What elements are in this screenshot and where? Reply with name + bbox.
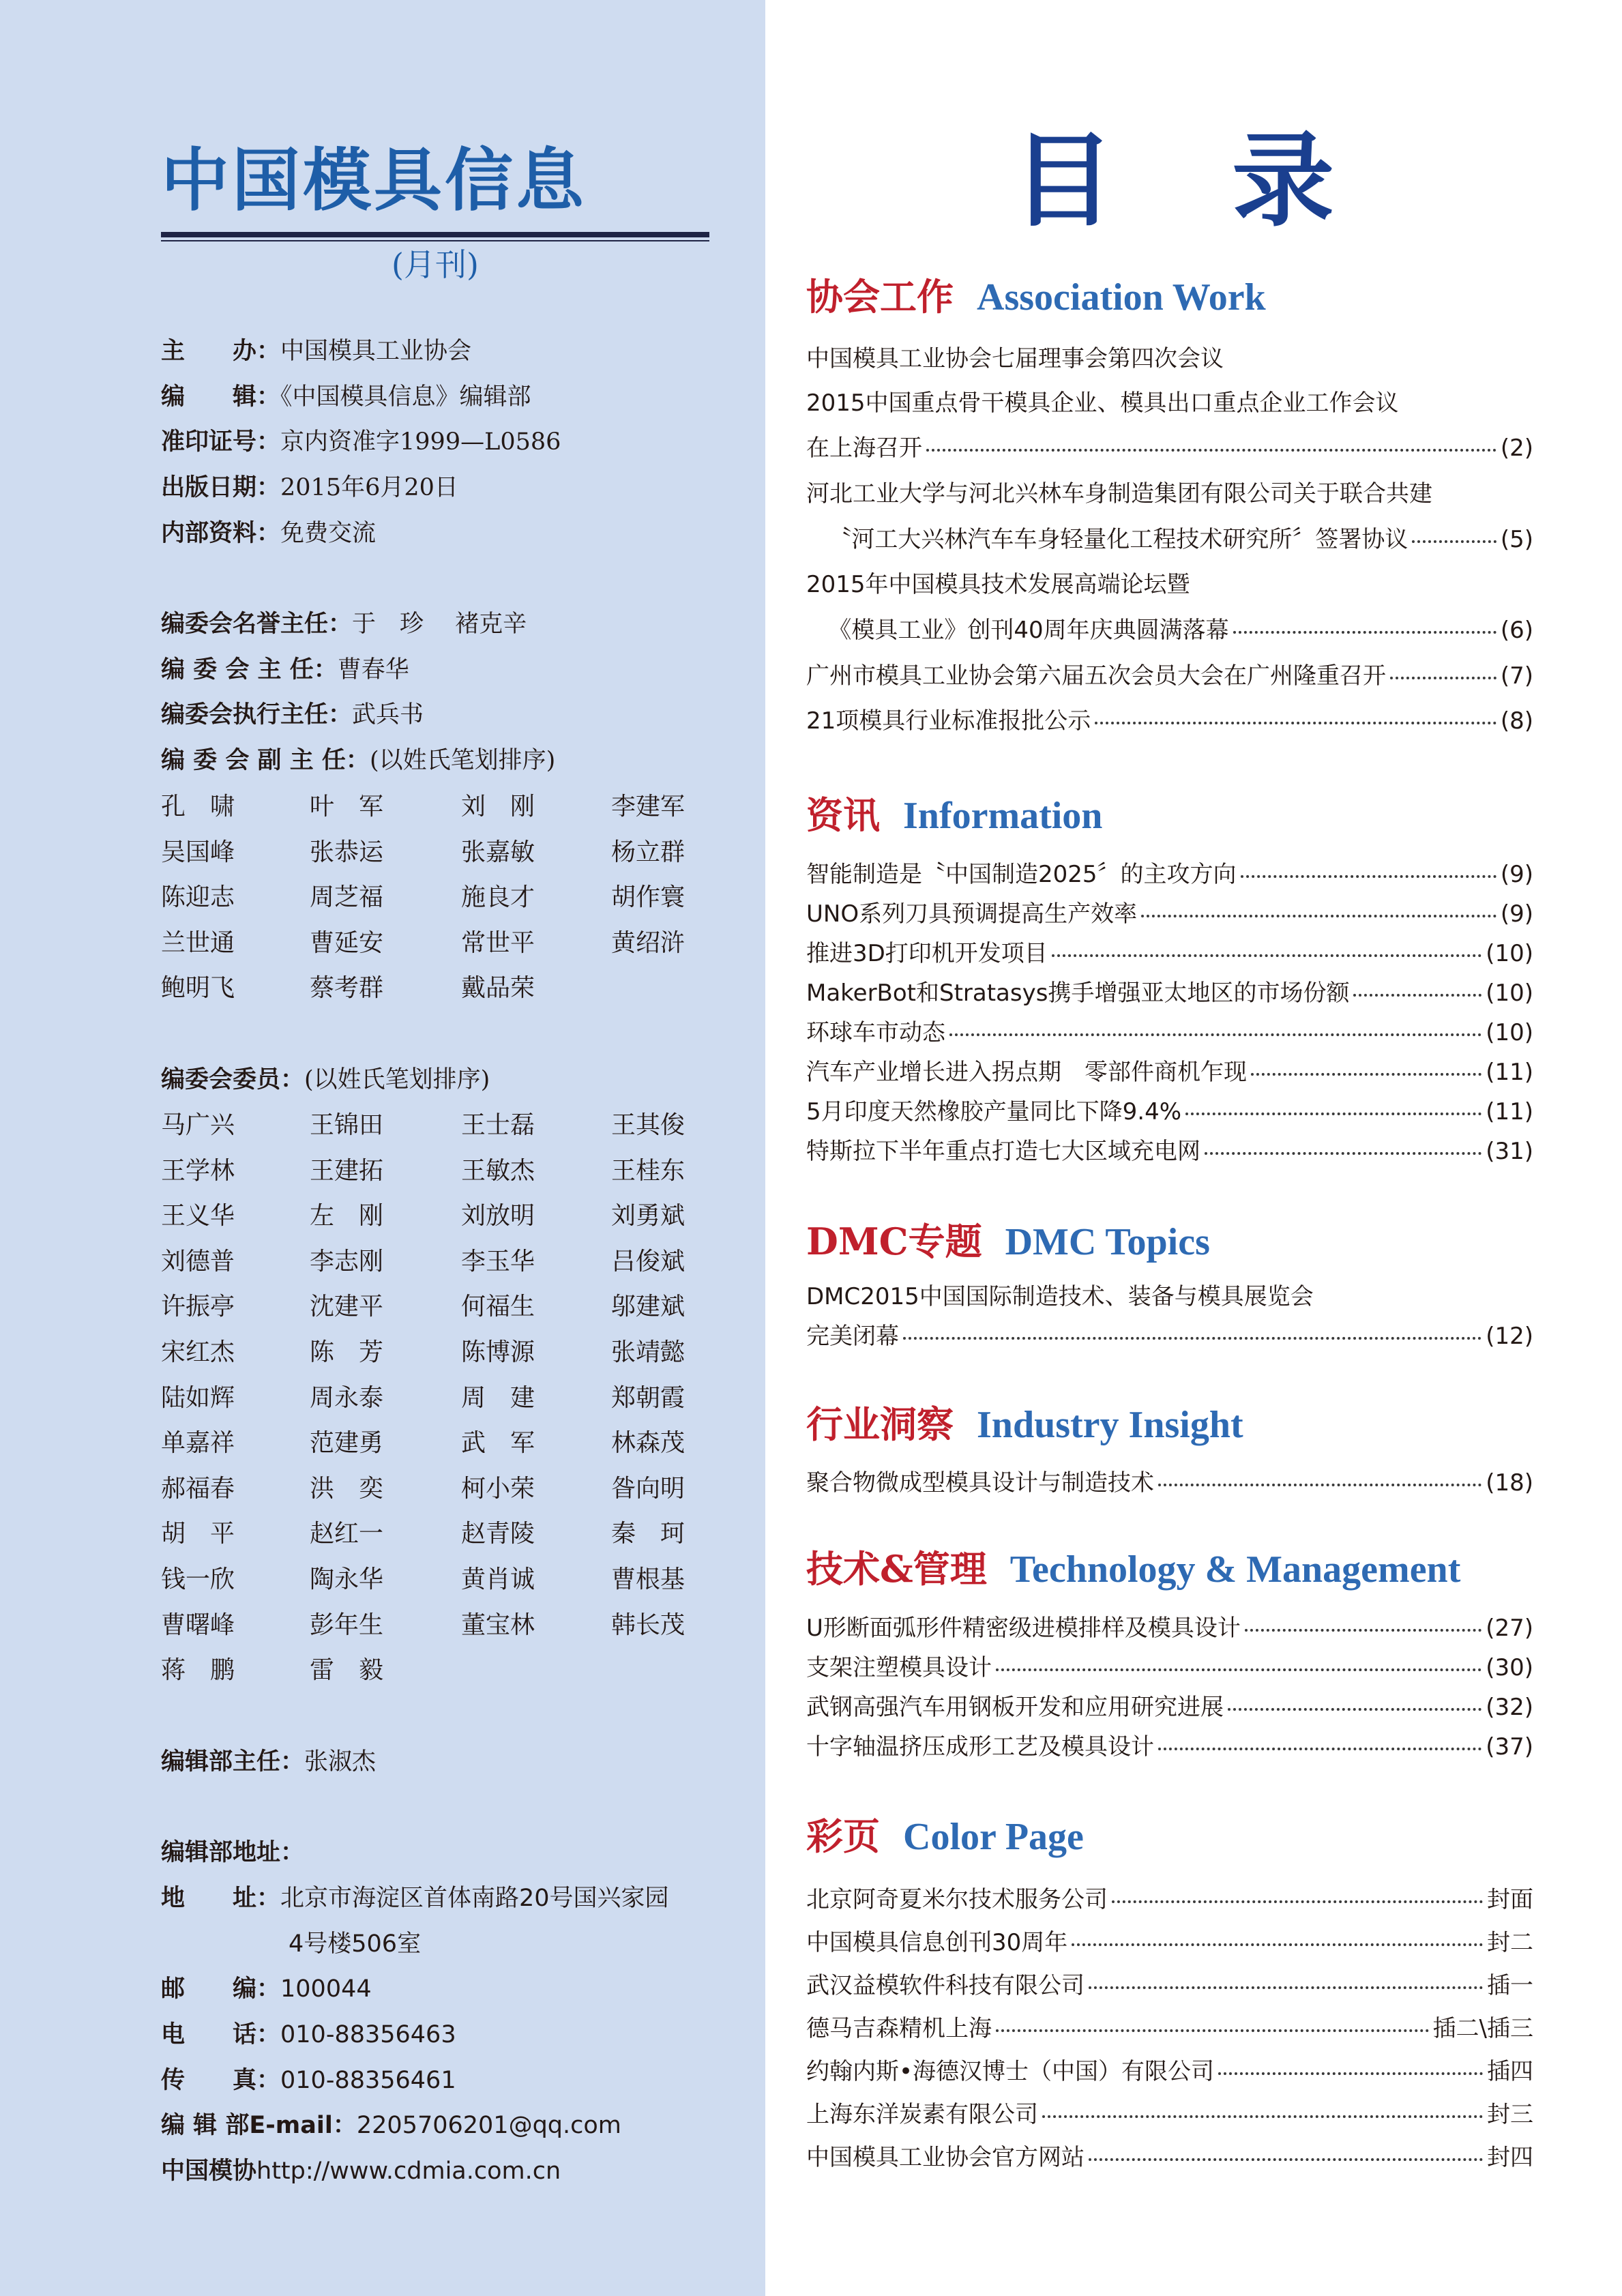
info-value: 中国模具工业协会 <box>280 338 472 365</box>
toc-entry-title: 德马吉森精机上海 <box>806 2015 992 2042</box>
person-name: 洪 奕 <box>310 1474 384 1503</box>
info-value: 2015年6月20日 <box>280 474 458 501</box>
section-title-zh: 资讯 <box>806 793 880 837</box>
members-heading <box>161 1059 490 1100</box>
section-title-en: Information <box>903 795 1103 837</box>
toc-section-heading <box>806 1809 1084 1864</box>
committee-row <box>161 694 424 735</box>
toc-section-heading <box>806 1397 1243 1452</box>
toc-leader-dots <box>1089 2158 1483 2161</box>
toc-leader-dots <box>1218 2072 1483 2075</box>
committee-label: 编 委 会 主 任： <box>161 656 338 683</box>
person-name: 常世平 <box>461 928 535 957</box>
info-value: 京内资准字1999—L0586 <box>280 428 561 456</box>
address-heading: 编辑部地址： <box>161 1839 305 1866</box>
toc-entry-title: 十字轴温挤压成形工艺及模具设计 <box>806 1733 1154 1761</box>
person-name: 王士磊 <box>461 1111 535 1139</box>
toc-entry <box>806 474 1533 514</box>
toc-leader-dots <box>1042 2115 1483 2118</box>
address-value: 100044 <box>280 1975 372 2003</box>
toc-entry <box>806 701 1533 741</box>
info-label: 出版日期： <box>161 474 281 501</box>
toc-page-number: 插一 <box>1487 1972 1533 1999</box>
person-name: 许振亭 <box>161 1293 235 1321</box>
title-rule <box>161 232 709 237</box>
magazine-frequency: (月刊) <box>392 246 479 283</box>
person-name: 王锦田 <box>310 1111 384 1139</box>
toc-page-number: (30) <box>1486 1654 1533 1681</box>
toc-entry-title: 智能制造是〝中国制造2025〞的主攻方向 <box>806 861 1237 888</box>
toc-page-number: 封面 <box>1487 1886 1533 1913</box>
toc-entry-title: U形断面弧形件精密级进模排样及模具设计 <box>806 1615 1241 1642</box>
toc-entry <box>806 1648 1533 1688</box>
info-row <box>161 467 458 508</box>
person-name: 陶永华 <box>310 1565 384 1593</box>
toc-entry-title: 21项模具行业标准报批公示 <box>806 707 1091 735</box>
person-name: 刘放明 <box>461 1202 535 1231</box>
person-name: 何福生 <box>461 1293 535 1321</box>
person-name: 赵青陵 <box>461 1520 535 1548</box>
toc-section-heading <box>806 1214 1210 1269</box>
toc-entry <box>806 1966 1533 2005</box>
section-title-zh: 行业洞察 <box>806 1402 954 1446</box>
address-label: 编 辑 部E-mail： <box>161 2112 357 2139</box>
address-row <box>161 2014 456 2055</box>
toc-entry-title: MakerBot和Stratasys携手增强亚太地区的市场份额 <box>806 980 1350 1007</box>
person-name: 曹延安 <box>310 928 384 957</box>
toc-page-number: (2) <box>1500 435 1533 462</box>
toc-page-number: (8) <box>1500 707 1533 735</box>
toc-entry-title: 推进3D打印机开发项目 <box>806 940 1048 967</box>
toc-page-number: (12) <box>1486 1323 1533 1350</box>
info-label: 主 办： <box>161 338 281 365</box>
toc-page-number: (31) <box>1486 1138 1533 1165</box>
toc-entry <box>806 855 1533 894</box>
person-name: 单嘉祥 <box>161 1429 235 1458</box>
toc-entry <box>806 610 1533 650</box>
person-name: 王建拓 <box>310 1156 384 1185</box>
address-row <box>161 2060 456 2101</box>
toc-entry-title: 环球车市动态 <box>806 1019 945 1046</box>
person-name: 张靖懿 <box>611 1338 685 1366</box>
toc-leader-dots <box>1245 1629 1481 1632</box>
toc-entry-title: 完美闭幕 <box>806 1323 899 1350</box>
info-label: 准印证号： <box>161 428 281 456</box>
person-name: 范建勇 <box>310 1429 384 1458</box>
person-name: 董宝林 <box>461 1610 535 1639</box>
toc-entry-title: 武钢高强汽车用钢板开发和应用研究进展 <box>806 1694 1224 1721</box>
person-name: 叶 军 <box>310 793 384 821</box>
toc-entry <box>806 1688 1533 1727</box>
toc-leader-dots <box>1112 1900 1483 1903</box>
info-value: 《中国模具信息》编辑部 <box>280 383 531 411</box>
toc-entry-title: 约翰内斯•海德汉博士（中国）有限公司 <box>806 2058 1215 2085</box>
person-name: 胡作寰 <box>611 883 685 912</box>
toc-leader-dots <box>1233 631 1496 634</box>
committee-label: 编委会名誉主任： <box>161 610 353 638</box>
person-name: 李建军 <box>611 793 685 821</box>
person-name: 曹根基 <box>611 1565 685 1593</box>
magazine-title: 中国模具信息 <box>161 141 587 220</box>
masthead-panel <box>0 0 765 2296</box>
toc-entry <box>806 2138 1533 2177</box>
address-row <box>161 1878 669 1919</box>
toc-page-number: 封四 <box>1487 2144 1533 2171</box>
toc-entry <box>806 1608 1533 1648</box>
toc-entry <box>806 2052 1533 2091</box>
toc-leader-dots <box>1205 1152 1481 1155</box>
section-title-en: Industry Insight <box>977 1404 1243 1446</box>
toc-entry <box>806 1013 1533 1053</box>
person-name: 蒋 鹏 <box>161 1656 235 1685</box>
toc-entry <box>806 1132 1533 1171</box>
address-value: 4号楼506室 <box>289 1930 422 1958</box>
person-name: 陆如辉 <box>161 1383 235 1412</box>
toc-leader-dots <box>1390 677 1496 679</box>
toc-leader-dots <box>1095 722 1496 724</box>
section-title-en: Technology & Management <box>1009 1548 1461 1591</box>
address-row <box>161 2151 561 2192</box>
toc-page-number: 封二 <box>1487 1929 1533 1956</box>
toc-page-number: (18) <box>1486 1469 1533 1497</box>
toc-page-number: (7) <box>1500 662 1533 690</box>
toc-page-number: 插二\插三 <box>1432 2015 1533 2042</box>
address-row <box>161 2105 621 2146</box>
editor-director <box>161 1741 376 1782</box>
person-name: 张嘉敏 <box>461 838 535 866</box>
person-name: 马广兴 <box>161 1111 235 1139</box>
members-label: 编委会委员： <box>161 1066 305 1093</box>
person-name: 王学林 <box>161 1156 235 1185</box>
person-name: 陈 芳 <box>310 1338 384 1366</box>
section-title-zh: DMC专题 <box>806 1220 982 1263</box>
person-name: 李玉华 <box>461 1247 535 1276</box>
info-row <box>161 377 531 417</box>
info-row <box>161 331 471 372</box>
committee-row <box>161 649 409 690</box>
toc-page-number: (32) <box>1486 1694 1533 1721</box>
section-title-zh: 技术&管理 <box>806 1547 987 1591</box>
toc-page-number: (10) <box>1486 1019 1533 1046</box>
toc-title: 目 录 <box>1012 121 1376 241</box>
toc-page-number: (5) <box>1500 526 1533 553</box>
address-label: 中国模协 <box>161 2158 257 2185</box>
toc-section-heading <box>806 1542 1460 1596</box>
person-name: 陈迎志 <box>161 883 235 912</box>
person-name: 周永泰 <box>310 1383 384 1412</box>
person-name: 鲍明飞 <box>161 974 235 1003</box>
person-name: 王桂东 <box>611 1156 685 1185</box>
toc-section-heading <box>806 788 1102 842</box>
toc-entry-title: 中国模具工业协会七届理事会第四次会议 <box>806 345 1224 372</box>
toc-entry <box>806 1316 1533 1356</box>
committee-value: 于 珍 褚克辛 <box>352 610 527 638</box>
person-name: 郝福春 <box>161 1474 235 1503</box>
editor-value: 张淑杰 <box>304 1748 377 1776</box>
toc-page-number: (9) <box>1500 900 1533 928</box>
toc-leader-dots <box>1158 1484 1481 1486</box>
person-name: 王其俊 <box>611 1111 685 1139</box>
person-name: 吴国峰 <box>161 838 235 866</box>
toc-entry-title: UNO系列刀具预调提高生产效率 <box>806 900 1138 928</box>
person-name: 杨立群 <box>611 838 685 866</box>
toc-leader-dots <box>996 2029 1429 2032</box>
toc-entry <box>806 894 1533 934</box>
address-value: 北京市海淀区首体南路20号国兴家园 <box>280 1885 669 1912</box>
info-label: 内部资料： <box>161 520 281 547</box>
person-name: 周芝福 <box>310 883 384 912</box>
person-name: 韩长茂 <box>611 1610 685 1639</box>
toc-entry-title: 在上海召开 <box>806 435 922 462</box>
address-label: 电 话： <box>161 2021 281 2048</box>
toc-leader-dots <box>1052 954 1481 957</box>
toc-entry <box>806 383 1533 423</box>
committee-value: 曹春华 <box>337 656 409 683</box>
toc-entry-title: 支架注塑模具设计 <box>806 1654 992 1681</box>
section-title-zh: 彩页 <box>806 1814 880 1858</box>
toc-page-number: (6) <box>1500 617 1533 644</box>
toc-entry-title: 《模具工业》创刊40周年庆典圆满落幕 <box>806 617 1229 644</box>
toc-leader-dots <box>1158 1748 1481 1750</box>
toc-section-heading <box>806 269 1266 324</box>
toc-entry <box>806 656 1533 696</box>
person-name: 邬建斌 <box>611 1293 685 1321</box>
person-name: 陈博源 <box>461 1338 535 1366</box>
toc-entry <box>806 1092 1533 1132</box>
address-value: 010-88356463 <box>280 2021 456 2048</box>
address-label: 传 真： <box>161 2067 281 2094</box>
person-name: 秦 珂 <box>611 1520 685 1548</box>
toc-entry-title: 聚合物微成型模具设计与制造技术 <box>806 1469 1154 1497</box>
toc-entry-title: 广州市模具工业协会第六届五次会员大会在广州隆重召开 <box>806 662 1386 690</box>
person-name: 胡 平 <box>161 1520 235 1548</box>
person-name: 沈建平 <box>310 1293 384 1321</box>
committee-value: (以姓氏笔划排序) <box>369 747 556 774</box>
toc-page-number: (11) <box>1486 1098 1533 1125</box>
info-value: 免费交流 <box>280 520 377 547</box>
toc-page-number: (11) <box>1486 1059 1533 1086</box>
toc-entry-title: 5月印度天然橡胶产量同比下降9.4% <box>806 1098 1182 1125</box>
person-name: 刘勇斌 <box>611 1202 685 1231</box>
toc-entry-title: 中国模具信息创刊30周年 <box>806 1929 1068 1956</box>
toc-entry <box>806 1727 1533 1767</box>
toc-entry <box>806 1923 1533 1962</box>
person-name: 左 刚 <box>310 1202 384 1231</box>
toc-entry <box>806 428 1533 468</box>
section-title-zh: 协会工作 <box>806 275 954 319</box>
toc-leader-dots <box>949 1033 1481 1036</box>
address-value: 010-88356461 <box>280 2067 456 2094</box>
person-name: 王义华 <box>161 1202 235 1231</box>
info-label: 编 辑： <box>161 383 281 411</box>
person-name: 林森茂 <box>611 1429 685 1458</box>
toc-page-number: (27) <box>1486 1615 1533 1642</box>
toc-leader-dots <box>1412 540 1496 543</box>
address-value: 2205706201@qq.com <box>356 2112 621 2139</box>
toc-leader-dots <box>1228 1708 1481 1711</box>
toc-entry-title: 中国模具工业协会官方网站 <box>806 2144 1085 2171</box>
toc-leader-dots <box>996 1668 1481 1671</box>
toc-entry <box>806 973 1533 1013</box>
person-name: 吕俊斌 <box>611 1247 685 1276</box>
toc-entry-title: 上海东洋炭素有限公司 <box>806 2101 1038 2128</box>
toc-leader-dots <box>1072 1943 1483 1946</box>
person-name: 黄肖诚 <box>461 1565 535 1593</box>
toc-page-number: 插四 <box>1487 2058 1533 2085</box>
person-name: 张恭运 <box>310 838 384 866</box>
toc-entry-title: 武汉益模软件科技有限公司 <box>806 1972 1085 1999</box>
person-name: 宋红杰 <box>161 1338 235 1366</box>
person-name: 刘德普 <box>161 1247 235 1276</box>
toc-entry <box>806 1053 1533 1092</box>
toc-entry <box>806 1880 1533 1919</box>
toc-leader-dots <box>1089 1986 1483 1989</box>
committee-label: 编委会执行主任： <box>161 701 353 728</box>
person-name: 刘 刚 <box>461 793 535 821</box>
person-name: 周 建 <box>461 1383 535 1412</box>
address-value: http://www.cdmia.com.cn <box>256 2158 561 2185</box>
toc-entry <box>806 1277 1533 1316</box>
toc-entry-title: 〝河工大兴林汽车车身轻量化工程技术研究所〞签署协议 <box>806 526 1409 553</box>
editor-label: 编辑部主任： <box>161 1748 305 1776</box>
committee-value: 武兵书 <box>352 701 424 728</box>
person-name: 黄绍浒 <box>611 928 685 957</box>
toc-leader-dots <box>1353 994 1481 997</box>
toc-page-number: 封三 <box>1487 2101 1533 2128</box>
toc-leader-dots <box>1141 915 1496 917</box>
section-title-en: Association Work <box>977 276 1266 319</box>
toc-entry-title: 汽车产业增长进入拐点期 零部件商机乍现 <box>806 1059 1247 1086</box>
toc-entry <box>806 1463 1533 1503</box>
person-name: 彭年生 <box>310 1610 384 1639</box>
person-name: 郑朝霞 <box>611 1383 685 1412</box>
toc-page-number: (37) <box>1486 1733 1533 1761</box>
address-label: 邮 编： <box>161 1975 281 2003</box>
toc-page-number: (10) <box>1486 980 1533 1007</box>
person-name: 武 军 <box>461 1429 535 1458</box>
info-row <box>161 513 376 554</box>
committee-label: 编 委 会 副 主 任： <box>161 747 370 774</box>
person-name: 曹曙峰 <box>161 1610 235 1639</box>
toc-entry <box>806 565 1533 604</box>
toc-entry <box>806 339 1533 379</box>
person-name: 蔡考群 <box>310 974 384 1003</box>
person-name: 兰世通 <box>161 928 235 957</box>
person-name: 王敏杰 <box>461 1156 535 1185</box>
members-note: (以姓氏笔划排序) <box>304 1066 490 1093</box>
person-name: 雷 毅 <box>310 1656 384 1685</box>
toc-leader-dots <box>1185 1113 1481 1115</box>
toc-entry <box>806 2095 1533 2134</box>
person-name: 柯小荣 <box>461 1474 535 1503</box>
person-name: 赵红一 <box>310 1520 384 1548</box>
address-row <box>161 1969 372 2010</box>
toc-entry <box>806 2009 1533 2048</box>
person-name: 李志刚 <box>310 1247 384 1276</box>
person-name: 戴品荣 <box>461 974 535 1003</box>
title-rule-thin <box>161 240 709 241</box>
person-name: 孔 啸 <box>161 793 235 821</box>
committee-row <box>161 740 555 781</box>
address-row <box>289 1924 421 1964</box>
toc-leader-dots <box>903 1337 1481 1340</box>
address-label: 地 址： <box>161 1885 281 1912</box>
toc-leader-dots <box>1241 875 1496 878</box>
toc-entry <box>806 520 1533 559</box>
toc-page-number: (9) <box>1500 861 1533 888</box>
toc-page-number: (10) <box>1486 940 1533 967</box>
section-title-en: Color Page <box>903 1816 1084 1858</box>
person-name: 昝向明 <box>611 1474 685 1503</box>
info-row <box>161 422 561 462</box>
toc-leader-dots <box>1251 1073 1481 1076</box>
toc-entry-title: 北京阿奇夏米尔技术服务公司 <box>806 1886 1108 1913</box>
committee-row <box>161 604 527 645</box>
toc-entry-title: 特斯拉下半年重点打造七大区域充电网 <box>806 1138 1200 1165</box>
person-name: 施良才 <box>461 883 535 912</box>
toc-entry-title: DMC2015中国国际制造技术、装备与模具展览会 <box>806 1283 1314 1310</box>
person-name: 钱一欣 <box>161 1565 235 1593</box>
section-title-en: DMC Topics <box>1005 1221 1210 1263</box>
toc-entry-title: 2015中国重点骨干模具企业、模具出口重点企业工作会议 <box>806 389 1399 417</box>
toc-entry-title: 河北工业大学与河北兴林车身制造集团有限公司关于联合共建 <box>806 480 1432 507</box>
toc-entry <box>806 934 1533 973</box>
toc-entry-title: 2015年中国模具技术发展高端论坛暨 <box>806 571 1190 598</box>
toc-leader-dots <box>926 449 1496 452</box>
